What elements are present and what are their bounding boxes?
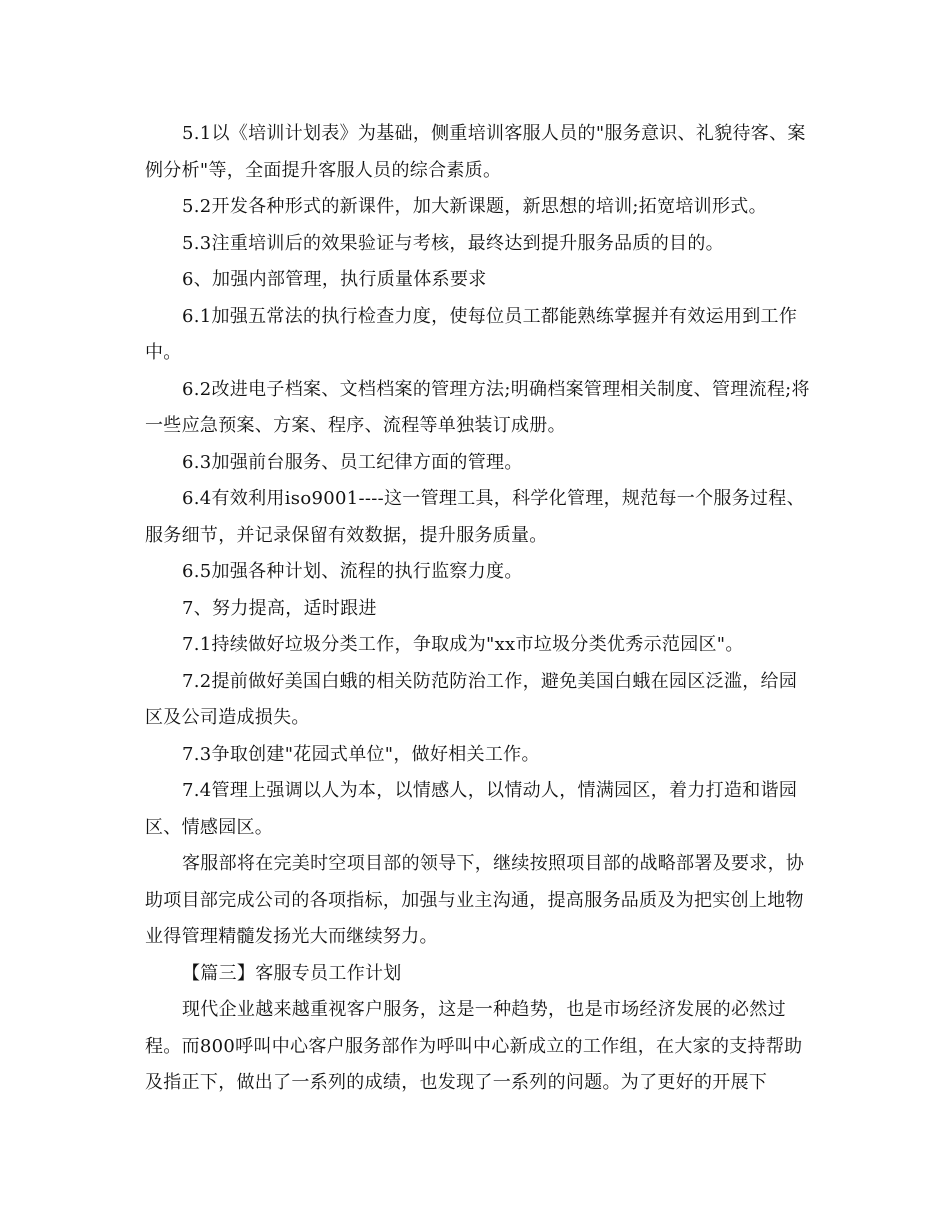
section-heading-7: 7、努力提高，适时跟进 bbox=[182, 597, 377, 619]
section-title-part-three: 【篇三】客服专员工作计划 bbox=[182, 962, 402, 984]
paragraph-7-4: 7.4管理上强调以人为本，以情感人，以情动人，情满园区，着力打造和谐园区、情感园区。 bbox=[145, 780, 798, 838]
intro-paragraph: 现代企业越来越重视客户服务，这是一种趋势，也是市场经济发展的必然过程。而800呼叫中心客户服务部作为呼叫中心新成立的工作组，在大家的支持帮助及指正下，做出了一系列的成绩，也发现了一系列的问题。为了更好的开展下 bbox=[145, 999, 803, 1093]
paragraph-5-2: 5.2开发各种形式的新课件，加大新课题，新思想的培训;拓宽培训形式。 bbox=[182, 196, 767, 217]
paragraph-6-4: 6.4有效利用iso9001----这一管理工具，科学化管理，规范每一个服务过程、服务细节，并记录保留有效数据，提升服务质量。 bbox=[145, 488, 805, 546]
paragraph-5-3: 5.3注重培训后的效果验证与考核，最终达到提升服务品质的目的。 bbox=[182, 232, 724, 254]
paragraph-6-1: 6.1加强五常法的执行检查力度，使每位员工都能熟练掌握并有效运用到工作中。 bbox=[145, 305, 798, 363]
paragraph-6-5: 6.5加强各种计划、流程的执行监察力度。 bbox=[182, 561, 523, 582]
summary-paragraph: 客服部将在完美时空项目部的领导下，继续按照项目部的战略部署及要求，协助项目部完成公司的各项指标，加强与业主沟通，提高服务品质及为把实创上地物业得管理精髓发扬光大而继续努力。 bbox=[145, 853, 805, 947]
paragraph-7-2: 7.2提前做好美国白蛾的相关防范防治工作，避免美国白蛾在园区泛滥，给园区及公司造成损失。 bbox=[145, 670, 798, 728]
paragraph-6-3: 6.3加强前台服务、员工纪律方面的管理。 bbox=[182, 451, 523, 473]
paragraph-5-1: 5.1以《培训计划表》为基础，侧重培训客服人员的"服务意识、礼貌待客、案例分析"等，全面提升客服人员的综合素质。 bbox=[145, 123, 806, 181]
paragraph-7-3: 7.3争取创建"花园式单位"，做好相关工作。 bbox=[182, 743, 540, 765]
section-heading-6: 6、加强内部管理，执行质量体系要求 bbox=[182, 269, 487, 290]
document-body bbox=[145, 116, 810, 1102]
paragraph-6-2: 6.2改进电子档案、文档档案的管理方法;明确档案管理相关制度、管理流程;将一些应急预案、方案、程序、流程等单独装订成册。 bbox=[145, 378, 810, 436]
paragraph-7-1: 7.1持续做好垃圾分类工作，争取成为"xx市垃圾分类优秀示范园区"。 bbox=[182, 634, 744, 655]
